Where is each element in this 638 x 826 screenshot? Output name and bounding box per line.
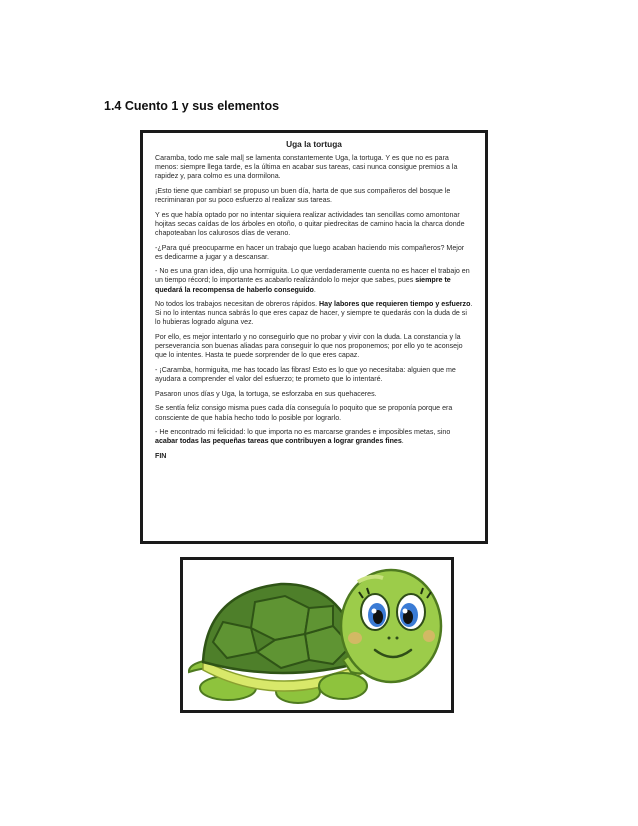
- text-run: - No es una gran idea, dijo una hormiguita. Lo que verdaderamente cuenta no es hacer el trabajo en un tiempo récord; lo importante es acabarlo realizándolo lo mejor que sabes, pues: [155, 267, 470, 285]
- story-paragraph: [155, 211, 473, 238]
- text-run: Pasaron unos días y Uga, la tortuga, se esforzaba en sus quehaceres.: [155, 389, 377, 398]
- story-paragraph: [155, 244, 473, 262]
- story-paragraph: [155, 333, 473, 360]
- story-paragraph: [155, 428, 473, 446]
- story-paragraph: [155, 404, 473, 422]
- story-paragraph: [155, 154, 473, 181]
- bold-text: siempre te quedará la recompensa de haberlo conseguido: [155, 276, 451, 294]
- text-run: Caramba, todo me sale mal| se lamenta constantemente Uga, la tortuga. Y es que no es para menos: siempre llega tarde, es la última en acabar sus tareas, casi nunca consigue premios a la rapidez y, para colmo es una dormilona.: [155, 154, 458, 181]
- story-box: [140, 130, 488, 544]
- bold-text: Hay labores que requieren tiempo y esfuerzo: [319, 300, 471, 309]
- story-paragraph: [155, 366, 473, 384]
- text-run: - ¡Caramba, hormiguita, me has tocado las fibras! Esto es lo que yo necesitaba: alguien que me ayudara a comprender el valor del esfuerzo; te prometo que lo intentaré.: [155, 365, 456, 384]
- text-run: Se sentía feliz consigo misma pues cada día conseguía lo poquito que se proponía porque era consciente de que había hecho todo lo posible por lograrlo.: [155, 404, 453, 422]
- text-run: . Si no lo intentas nunca sabrás lo que eres capaz de hacer, y siempre te quedarás con la duda de si lo hubieras logrado alguna vez.: [155, 300, 473, 327]
- text-run: Por ello, es mejor intentarlo y no conseguirlo que no probar y vivir con la duda. La constancia y la perseverancia son buenas aliadas para conseguir lo que nos proponemos; por ello yo te aconsejo que lo intentes. Hasta te puede sorprender de lo que eres capaz.: [155, 333, 463, 360]
- story-body: [155, 154, 473, 446]
- story-title: Uga la tortuga: [286, 139, 342, 149]
- story-paragraph: [155, 187, 473, 205]
- story-end: FIN: [155, 451, 167, 460]
- text-run: .: [401, 437, 404, 446]
- turtle-illustration: [180, 557, 454, 713]
- text-run: ¡Esto tiene que cambiar! se propuso un buen día, harta de que sus compañeros del bosque le recriminaran por su poco esfuerzo al realizar sus tareas.: [155, 186, 451, 204]
- text-run: -¿Para qué preocuparme en hacer un trabajo que luego acaban haciendo mis compañeros? Mejor es dedicarme a jugar y a descansar.: [155, 243, 465, 261]
- text-run: - He encontrado mi felicidad: lo que importa no es marcarse grandes e imposibles metas, sino: [155, 428, 451, 437]
- text-run: No todos los trabajos necesitan de obreros rápidos.: [155, 300, 320, 309]
- text-run: .: [313, 285, 316, 294]
- story-paragraph: [155, 267, 473, 294]
- story-paragraph: [155, 390, 473, 399]
- story-paragraph: [155, 300, 473, 327]
- bold-text: acabar todas las pequeñas tareas que contribuyen a lograr grandes fines: [155, 437, 402, 446]
- text-run: Y es que había optado por no intentar siquiera realizar actividades tan sencillas como amontonar hojitas secas caídas de los árboles en otoño, o quitar piedrecitas de camino hacia la charca donde chapoteaban los calurosos días de verano.: [155, 210, 465, 237]
- turtle-icon: [183, 560, 451, 710]
- section-heading: 1.4 Cuento 1 y sus elementos: [104, 99, 280, 113]
